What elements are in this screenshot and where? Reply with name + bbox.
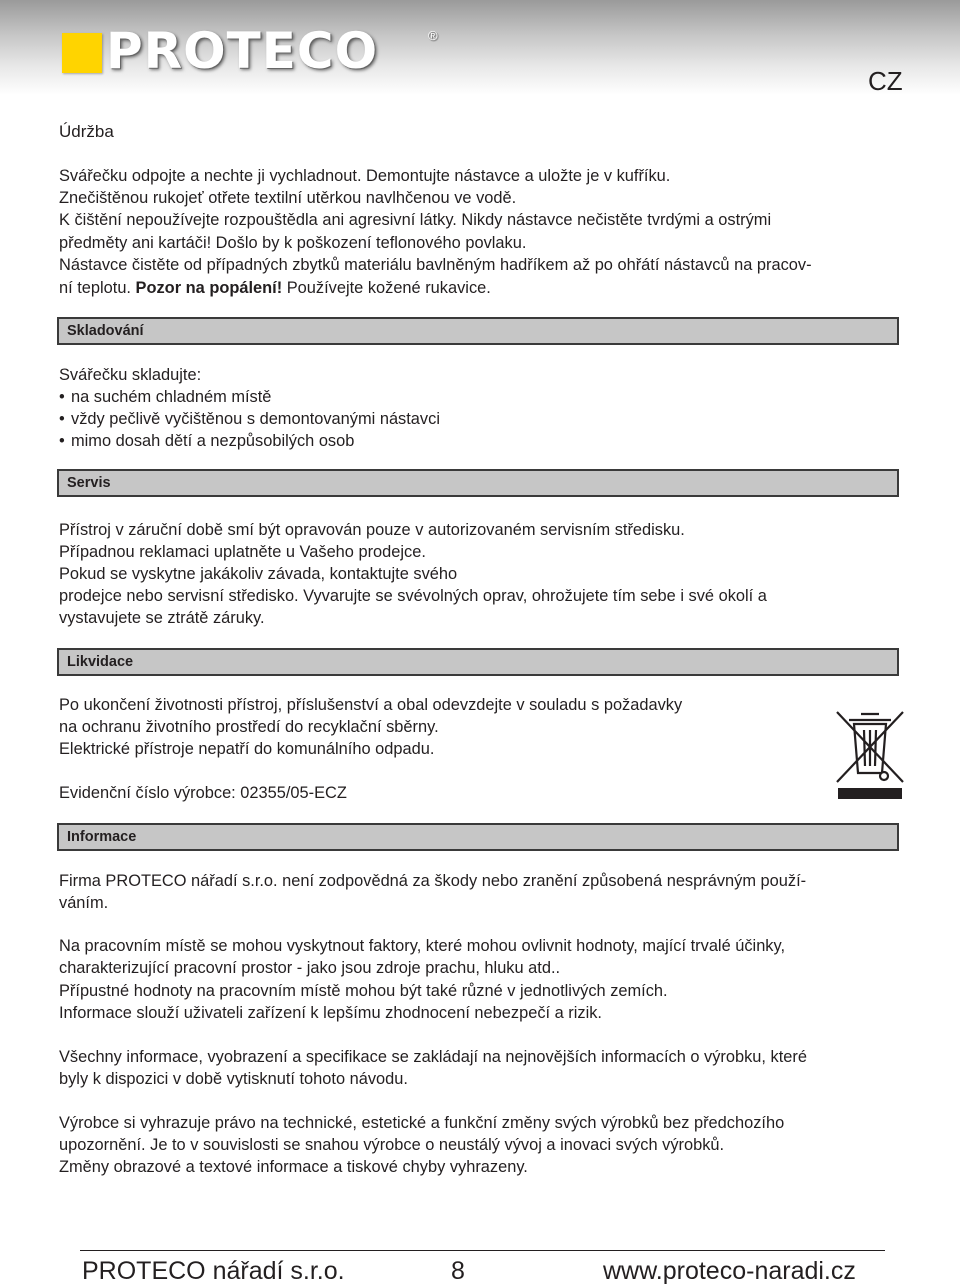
list-item: • na suchém chladném místě [59, 386, 440, 408]
disposal-line: na ochranu životního prostředí do recyklační sběrny. [59, 718, 439, 736]
maintenance-title: Údržba [59, 122, 114, 141]
information-line: váním. [59, 894, 109, 912]
maintenance-text: ní teplotu. [59, 279, 136, 297]
manufacturer-registration: Evidenční číslo výrobce: 02355/05-ECZ [59, 784, 347, 802]
maintenance-line: předměty ani kartáči! Došlo by k poškození teflonového povlaku. [59, 234, 527, 252]
section-header-storage [57, 317, 899, 345]
section-header-disposal [57, 648, 899, 676]
maintenance-line: Nástavce čistěte od případných zbytků materiálu bavlněným hadříkem až po ohřátí nástavců na pracov- [59, 256, 812, 274]
information-line: Výrobce si vyhrazuje právo na technické, estetické a funkční změny svých výrobků bez předchozího [59, 1114, 785, 1132]
list-item: • vždy pečlivě vyčištěnou s demontovanými nástavci [59, 408, 440, 430]
logo-square [62, 33, 102, 73]
service-line: Pokud se vyskytne jakákoliv závada, kontaktujte svého [59, 565, 458, 583]
maintenance-line: Znečištěnou rukojeť otřete textilní utěrkou navlhčenou ve vodě. [59, 189, 517, 207]
information-line: upozornění. Je to v souvislosti se snahou výrobce o neustálý vývoj a inovaci svých výrobků. [59, 1136, 725, 1154]
disposal-line: Elektrické přístroje nepatří do komunálního odpadu. [59, 740, 435, 758]
maintenance-last-line [59, 277, 491, 299]
information-line: Přípustné hodnoty na pracovním místě mohou být také různé v jednotlivých zemích. [59, 982, 668, 1000]
maintenance-text: Používejte kožené rukavice. [282, 279, 491, 297]
storage-intro: Svářečku skladujte: [59, 366, 202, 384]
section-title: Servis [67, 475, 111, 491]
language-code: CZ [868, 66, 903, 96]
disposal-line: Po ukončení životnosti přístroj, příslušenství a obal odevzdejte v souladu s požadavky [59, 696, 683, 714]
maintenance-line: Svářečku odpojte a nechte ji vychladnout. Demontujte nástavce a uložte je v kufříku. [59, 167, 671, 185]
information-line: byly k dispozici v době vytisknutí tohoto návodu. [59, 1070, 408, 1088]
section-title: Informace [67, 829, 137, 845]
section-title: Skladování [67, 323, 144, 339]
storage-list [59, 386, 440, 452]
section-header-information [57, 823, 899, 851]
maintenance-line: K čištění nepoužívejte rozpouštědla ani agresivní látky. Nikdy nástavce nečistěte tvrdými a ostrými [59, 211, 772, 229]
registered-mark: ® [428, 28, 438, 43]
burn-warning: Pozor na popálení! [135, 279, 283, 297]
information-line: Změny obrazové a textové informace a tiskové chyby vyhrazeny. [59, 1158, 528, 1176]
information-line: charakterizující pracovní prostor - jako jsou zdroje prachu, hluku atd.. [59, 959, 561, 977]
footer-company: PROTECO nářadí s.r.o. [82, 1257, 345, 1285]
section-header-service [57, 469, 899, 497]
crossed-out-wheelie-bin-icon [835, 710, 905, 802]
page-number: 8 [451, 1257, 465, 1285]
information-line: Všechny informace, vyobrazení a specifikace se zakládají na nejnovějších informacích o výrobku, které [59, 1048, 807, 1066]
service-line: prodejce nebo servisní středisko. Vyvarujte se svévolných oprav, ohrožujete tím sebe i své okolí a [59, 587, 767, 605]
information-line: Informace slouží uživateli zařízení k lepšímu zhodnocení nebezpečí a rizik. [59, 1004, 602, 1022]
list-item: • mimo dosah dětí a nezpůsobilých osob [59, 430, 440, 452]
information-line: Na pracovním místě se mohou vyskytnout faktory, které mohou ovlivnit hodnoty, mající trvalé účinky, [59, 937, 786, 955]
logo-text: PROTECO [106, 22, 379, 80]
footer-divider [80, 1250, 885, 1251]
service-line: vystavujete se ztrátě záruky. [59, 609, 265, 627]
section-title: Likvidace [67, 654, 134, 670]
information-line: Firma PROTECO nářadí s.r.o. není zodpovědná za škody nebo zranění způsobená nesprávným použí- [59, 872, 807, 890]
service-line: Přístroj v záruční době smí být opravován pouze v autorizovaném servisním středisku. [59, 521, 685, 539]
footer-website[interactable]: www.proteco-naradi.cz [603, 1257, 856, 1285]
service-line: Případnou reklamaci uplatněte u Vašeho prodejce. [59, 543, 426, 561]
